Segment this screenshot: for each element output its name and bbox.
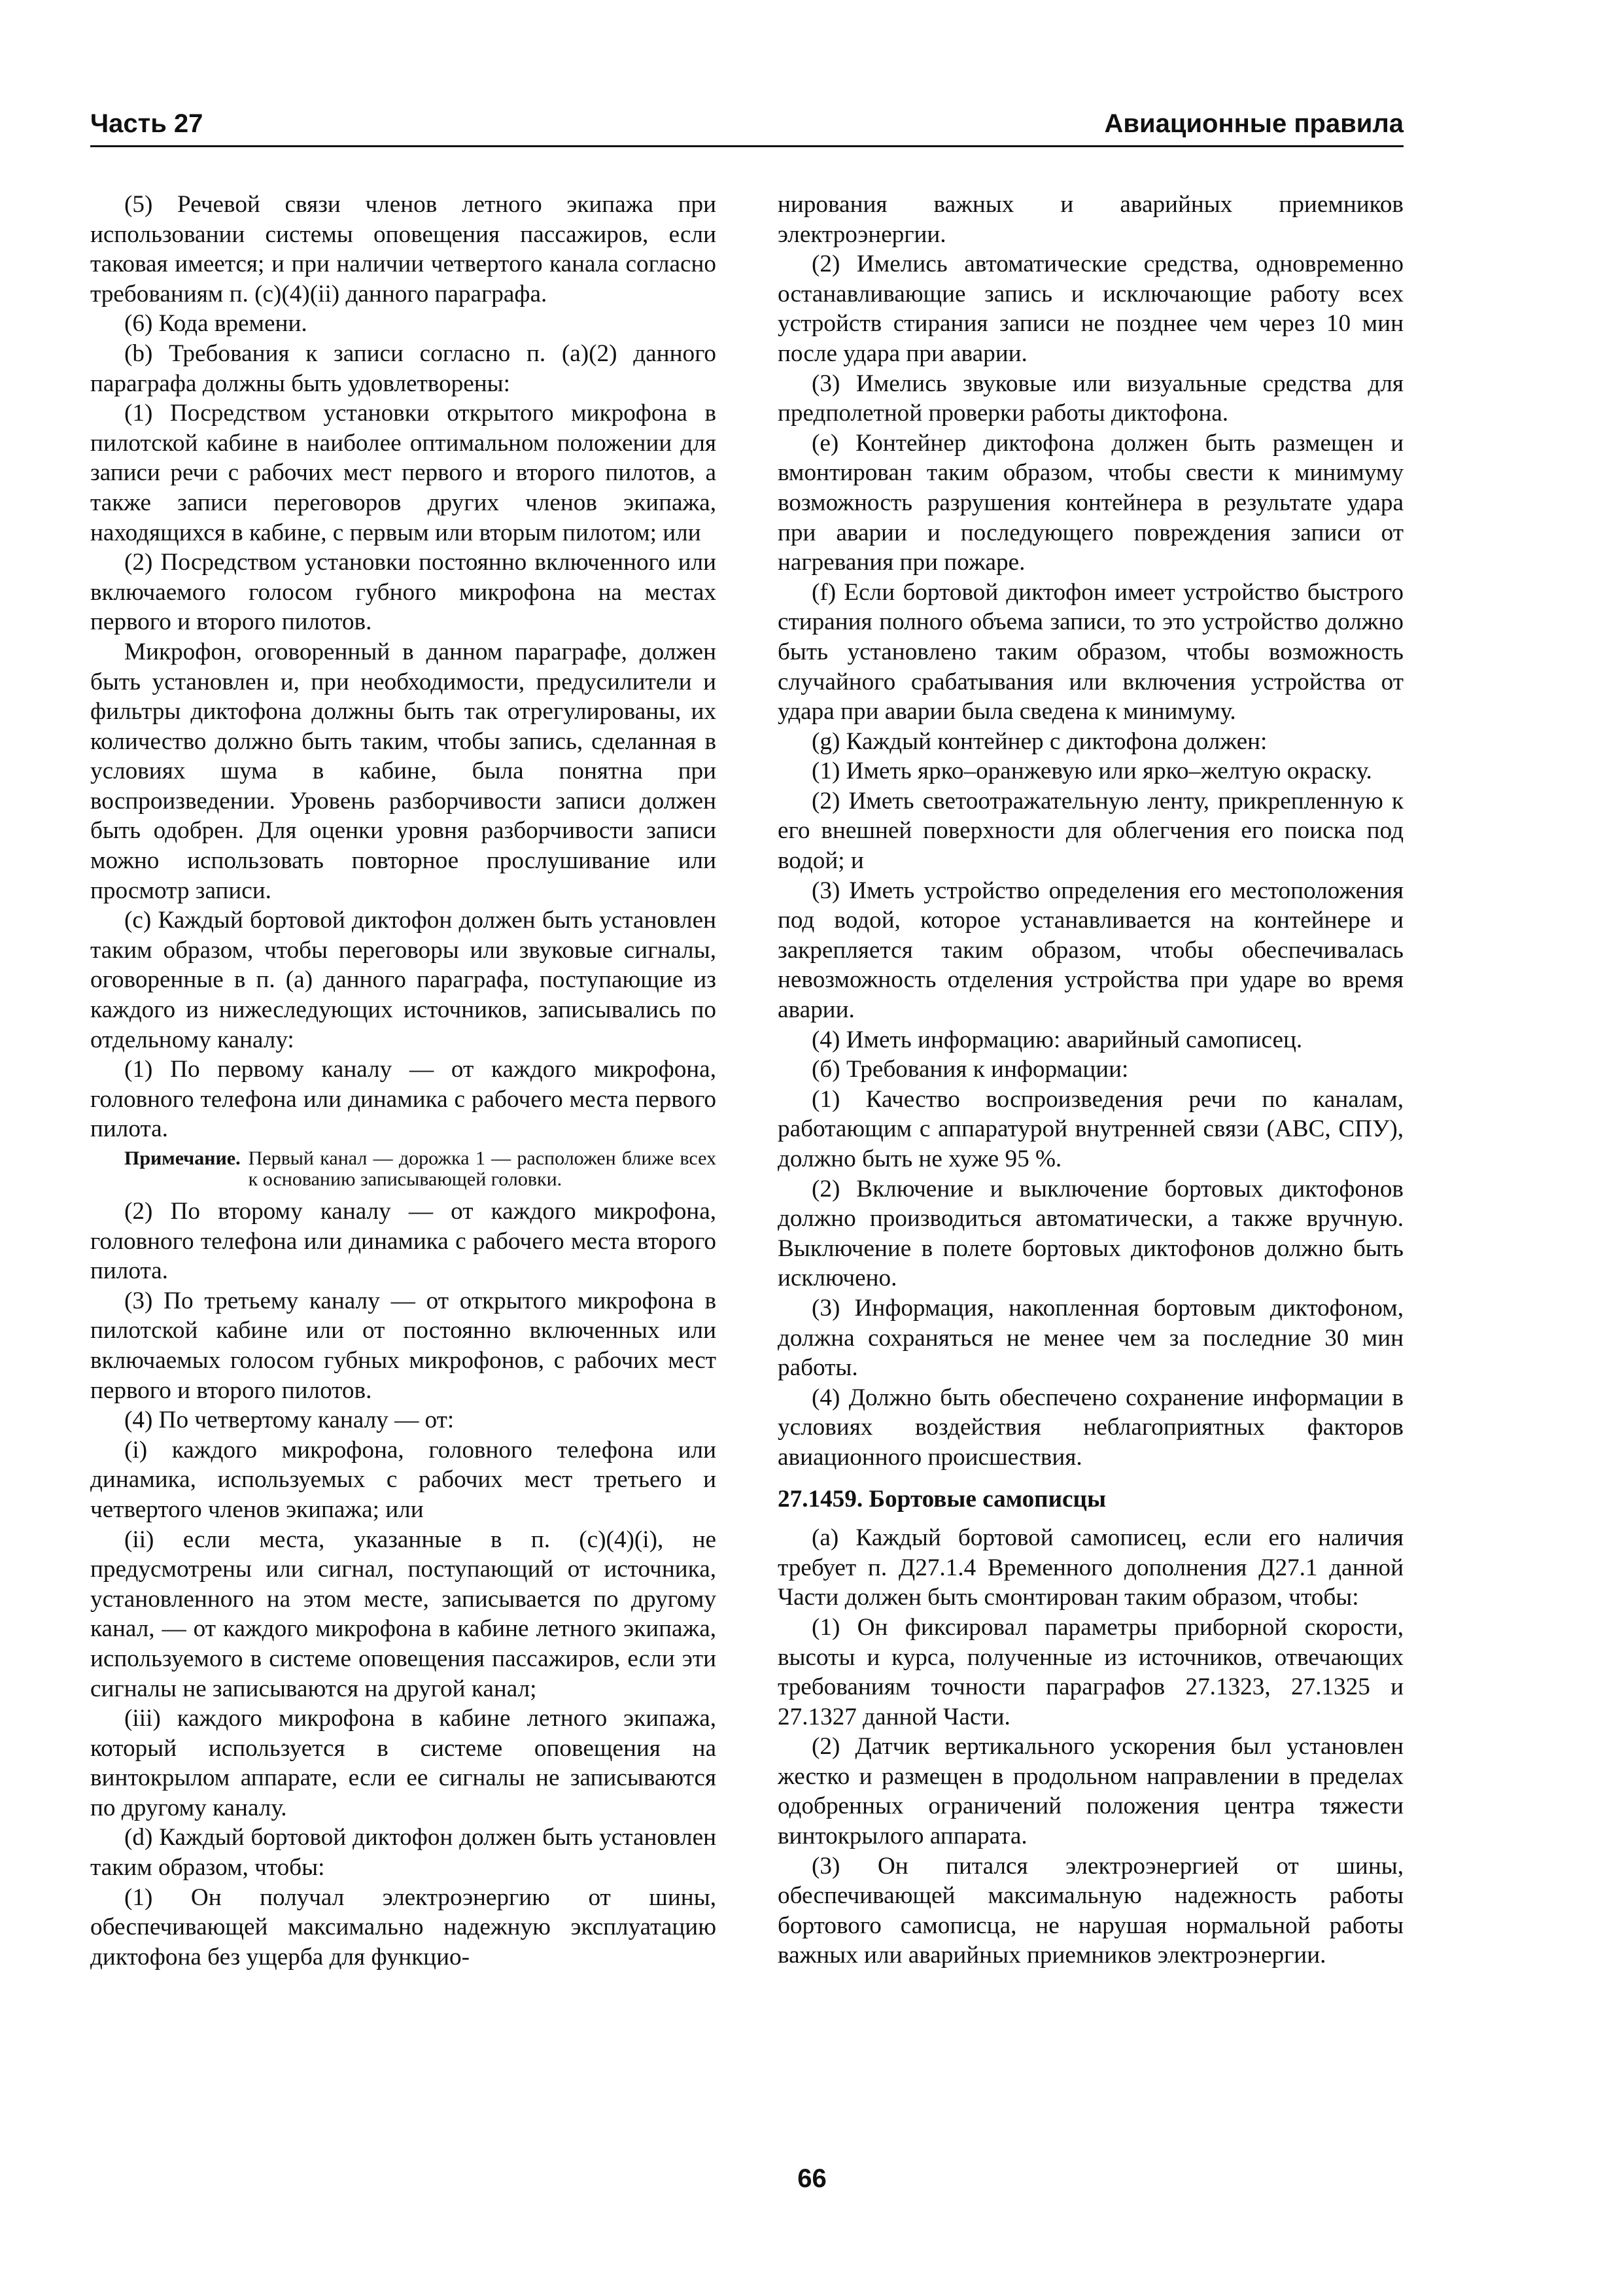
- paragraph: (1) Качество воспроизведения речи по каналам, работающим с аппаратурой внутренней связи (АВС, СПУ), должно быть не хуже 95 %.: [778, 1085, 1404, 1172]
- note-text: Первый канал — дорожка 1 — расположен ближе всех к основанию записывающей головки.: [248, 1148, 716, 1190]
- paragraph: (2) Иметь светоотражательную ленту, прикрепленную к его внешней поверхности для облегчения его поиска под водой; и: [778, 787, 1404, 875]
- paragraph: (1) Посредством установки открытого микрофона в пилотской кабине в наиболее оптимальном положении для записи речи с рабочих мест первого и второго пилотов, а также записи переговоров других членов экипажа, находящихся в кабине, с первым или вторым пилотом; или: [90, 400, 716, 546]
- paragraph: (iii) каждого микрофона в кабине летного экипажа, который используется в системе оповещения на винтокрылом аппарате, если ее сигналы не записываются по другому каналу.: [90, 1705, 716, 1821]
- note-block: [124, 1148, 716, 1190]
- paragraph: (d) Каждый бортовой диктофон должен быть установлен таким образом, чтобы:: [90, 1824, 716, 1882]
- paragraph: (3) Он питался электроэнергией от шины, обеспечивающей максимальную надежность работы бортового самописца, не нарушая нормальной работы важных или аварийных приемников электроэнергии.: [778, 1852, 1404, 1969]
- paragraph: (e) Контейнер диктофона должен быть размещен и вмонтирован таким образом, чтобы свести к минимуму возможность разрушения контейнера в результате удара при аварии и последующего повреждения записи от нагревания при пожаре.: [778, 429, 1404, 576]
- header-document-title: Авиационные правила: [1104, 109, 1404, 138]
- paragraph-continuation: нирования важных и аварийных приемников электроэнергии.: [778, 191, 1404, 248]
- paragraph: (3) Иметь устройство определения его местоположения под водой, которое устанавливается на контейнере и закрепляется таким образом, чтобы обеспечивалась невозможность отделения устройства при ударе во время аварии.: [778, 877, 1404, 1024]
- paragraph: (1) Он фиксировал параметры приборной скорости, высоты и курса, полученные из источников, отвечающих требованиям точности параграфов 27.1323, 27.1325 и 27.1327 данной Части.: [778, 1613, 1404, 1730]
- paragraph: (3) Информация, накопленная бортовым диктофоном, должна сохраняться не менее чем за последние 30 мин работы.: [778, 1294, 1404, 1382]
- note-label: Примечание.: [124, 1148, 241, 1169]
- paragraph: (a) Каждый бортовой самописец, если его наличия требует п. Д27.1.4 Временного дополнения Д27.1 данной Части должен быть смонтирован таким образом, чтобы:: [778, 1524, 1404, 1611]
- paragraph: (2) Включение и выключение бортовых диктофонов должно производиться автоматически, а также вручную. Выключение в полете бортовых диктофонов должно быть исключено.: [778, 1175, 1404, 1292]
- paragraph: (4) По четвертому каналу — от:: [124, 1407, 455, 1434]
- header-part-title: Часть 27: [90, 109, 203, 138]
- paragraph: (б) Требования к информации:: [812, 1056, 1129, 1083]
- paragraph: (f) Если бортовой диктофон имеет устройство быстрого стирания полного объема записи, то это устройство должно быть установлено таким образом, чтобы возможность случайного срабатывания или включения устройства от удара при аварии была сведена к минимуму.: [778, 578, 1404, 726]
- paragraph: (2) Имелись автоматические средства, одновременно останавливающие запись и исключающие работу всех устройств стирания записи не позднее чем через 10 мин после удара при аварии.: [778, 251, 1404, 367]
- page-number: 66: [797, 2164, 827, 2193]
- paragraph: (i) каждого микрофона, головного телефона или динамика, используемых с рабочих мест третьего и четвертого членов экипажа; или: [90, 1436, 716, 1523]
- paragraph: (c) Каждый бортовой диктофон должен быть установлен таким образом, чтобы переговоры или звуковые сигналы, оговоренные в п. (a) данного параграфа, поступающие из каждого из нижеследующих источников, записывались по отдельному каналу:: [90, 907, 716, 1053]
- page-header: [90, 103, 1404, 147]
- paragraph: (g) Каждый контейнер с диктофона должен:: [812, 727, 1268, 755]
- right-column: [778, 190, 1404, 1971]
- paragraph: (6) Кода времени.: [124, 310, 307, 338]
- paragraph: (ii) если места, указанные в п. (c)(4)(i), не предусмотрены или сигнал, поступающий от источника, установленного на этом месте, записывается по другому канал, — от каждого микрофона в кабине летного экипажа, используемого в системе оповещения пассажиров, если эти сигналы не записываются на другой канал;: [90, 1526, 716, 1702]
- paragraph: (3) По третьему каналу — от открытого микрофона в пилотской кабине или от постоянно включенных или включаемых голосом губных микрофонов, с рабочих мест первого и второго пилотов.: [90, 1287, 716, 1404]
- section-heading: 27.1459. Бортовые самописцы: [778, 1485, 1106, 1513]
- paragraph: (4) Должно быть обеспечено сохранение информации в условиях воздействия неблагоприятных факторов авиационного происшествия.: [778, 1384, 1404, 1471]
- paragraph: (1) По первому каналу — от каждого микрофона, головного телефона или динамика с рабочего места первого пилота.: [90, 1056, 716, 1143]
- paragraph: (b) Требования к записи согласно п. (a)(2) данного параграфа должны быть удовлетворены:: [90, 340, 716, 397]
- left-column: [90, 190, 716, 1972]
- paragraph: (2) По второму каналу — от каждого микрофона, головного телефона или динамика с рабочего места второго пилота.: [90, 1198, 716, 1285]
- paragraph: (2) Датчик вертикального ускорения был установлен жестко и размещен в продольном направлении в пределах одобренных ограничений положения центра тяжести винтокрылого аппарата.: [778, 1733, 1404, 1850]
- paragraph: Микрофон, оговоренный в данном параграфе, должен быть установлен и, при необходимости, предусилители и фильтры диктофона должны быть так отрегулированы, их количество должно быть таким, чтобы запись, сделанная в условиях шума в кабине, была понятна при воспроизведении. Уровень разборчивости записи должен быть одобрен. Для оценки уровня разборчивости записи можно использовать повторное прослушивание или просмотр записи.: [90, 638, 716, 904]
- paragraph: (3) Имелись звуковые или визуальные средства для предполетной проверки работы диктофона.: [778, 370, 1404, 427]
- paragraph: (1) Иметь ярко–оранжевую или ярко–желтую окраску.: [812, 758, 1372, 785]
- paragraph: (4) Иметь информацию: аварийный самописец.: [812, 1026, 1303, 1053]
- paragraph: (1) Он получал электроэнергию от шины, обеспечивающей максимально надежную эксплуатацию диктофона без ущерба для функцио-: [90, 1883, 716, 1971]
- paragraph: (2) Посредством установки постоянно включенного или включаемого голосом губного микрофона на местах первого и второго пилотов.: [90, 549, 716, 636]
- paragraph: (5) Речевой связи членов летного экипажа при использовании системы оповещения пассажиров, если таковая имеется; и при наличии четвертого канала согласно требованиям п. (c)(4)(ii) данного параграфа.: [90, 191, 716, 307]
